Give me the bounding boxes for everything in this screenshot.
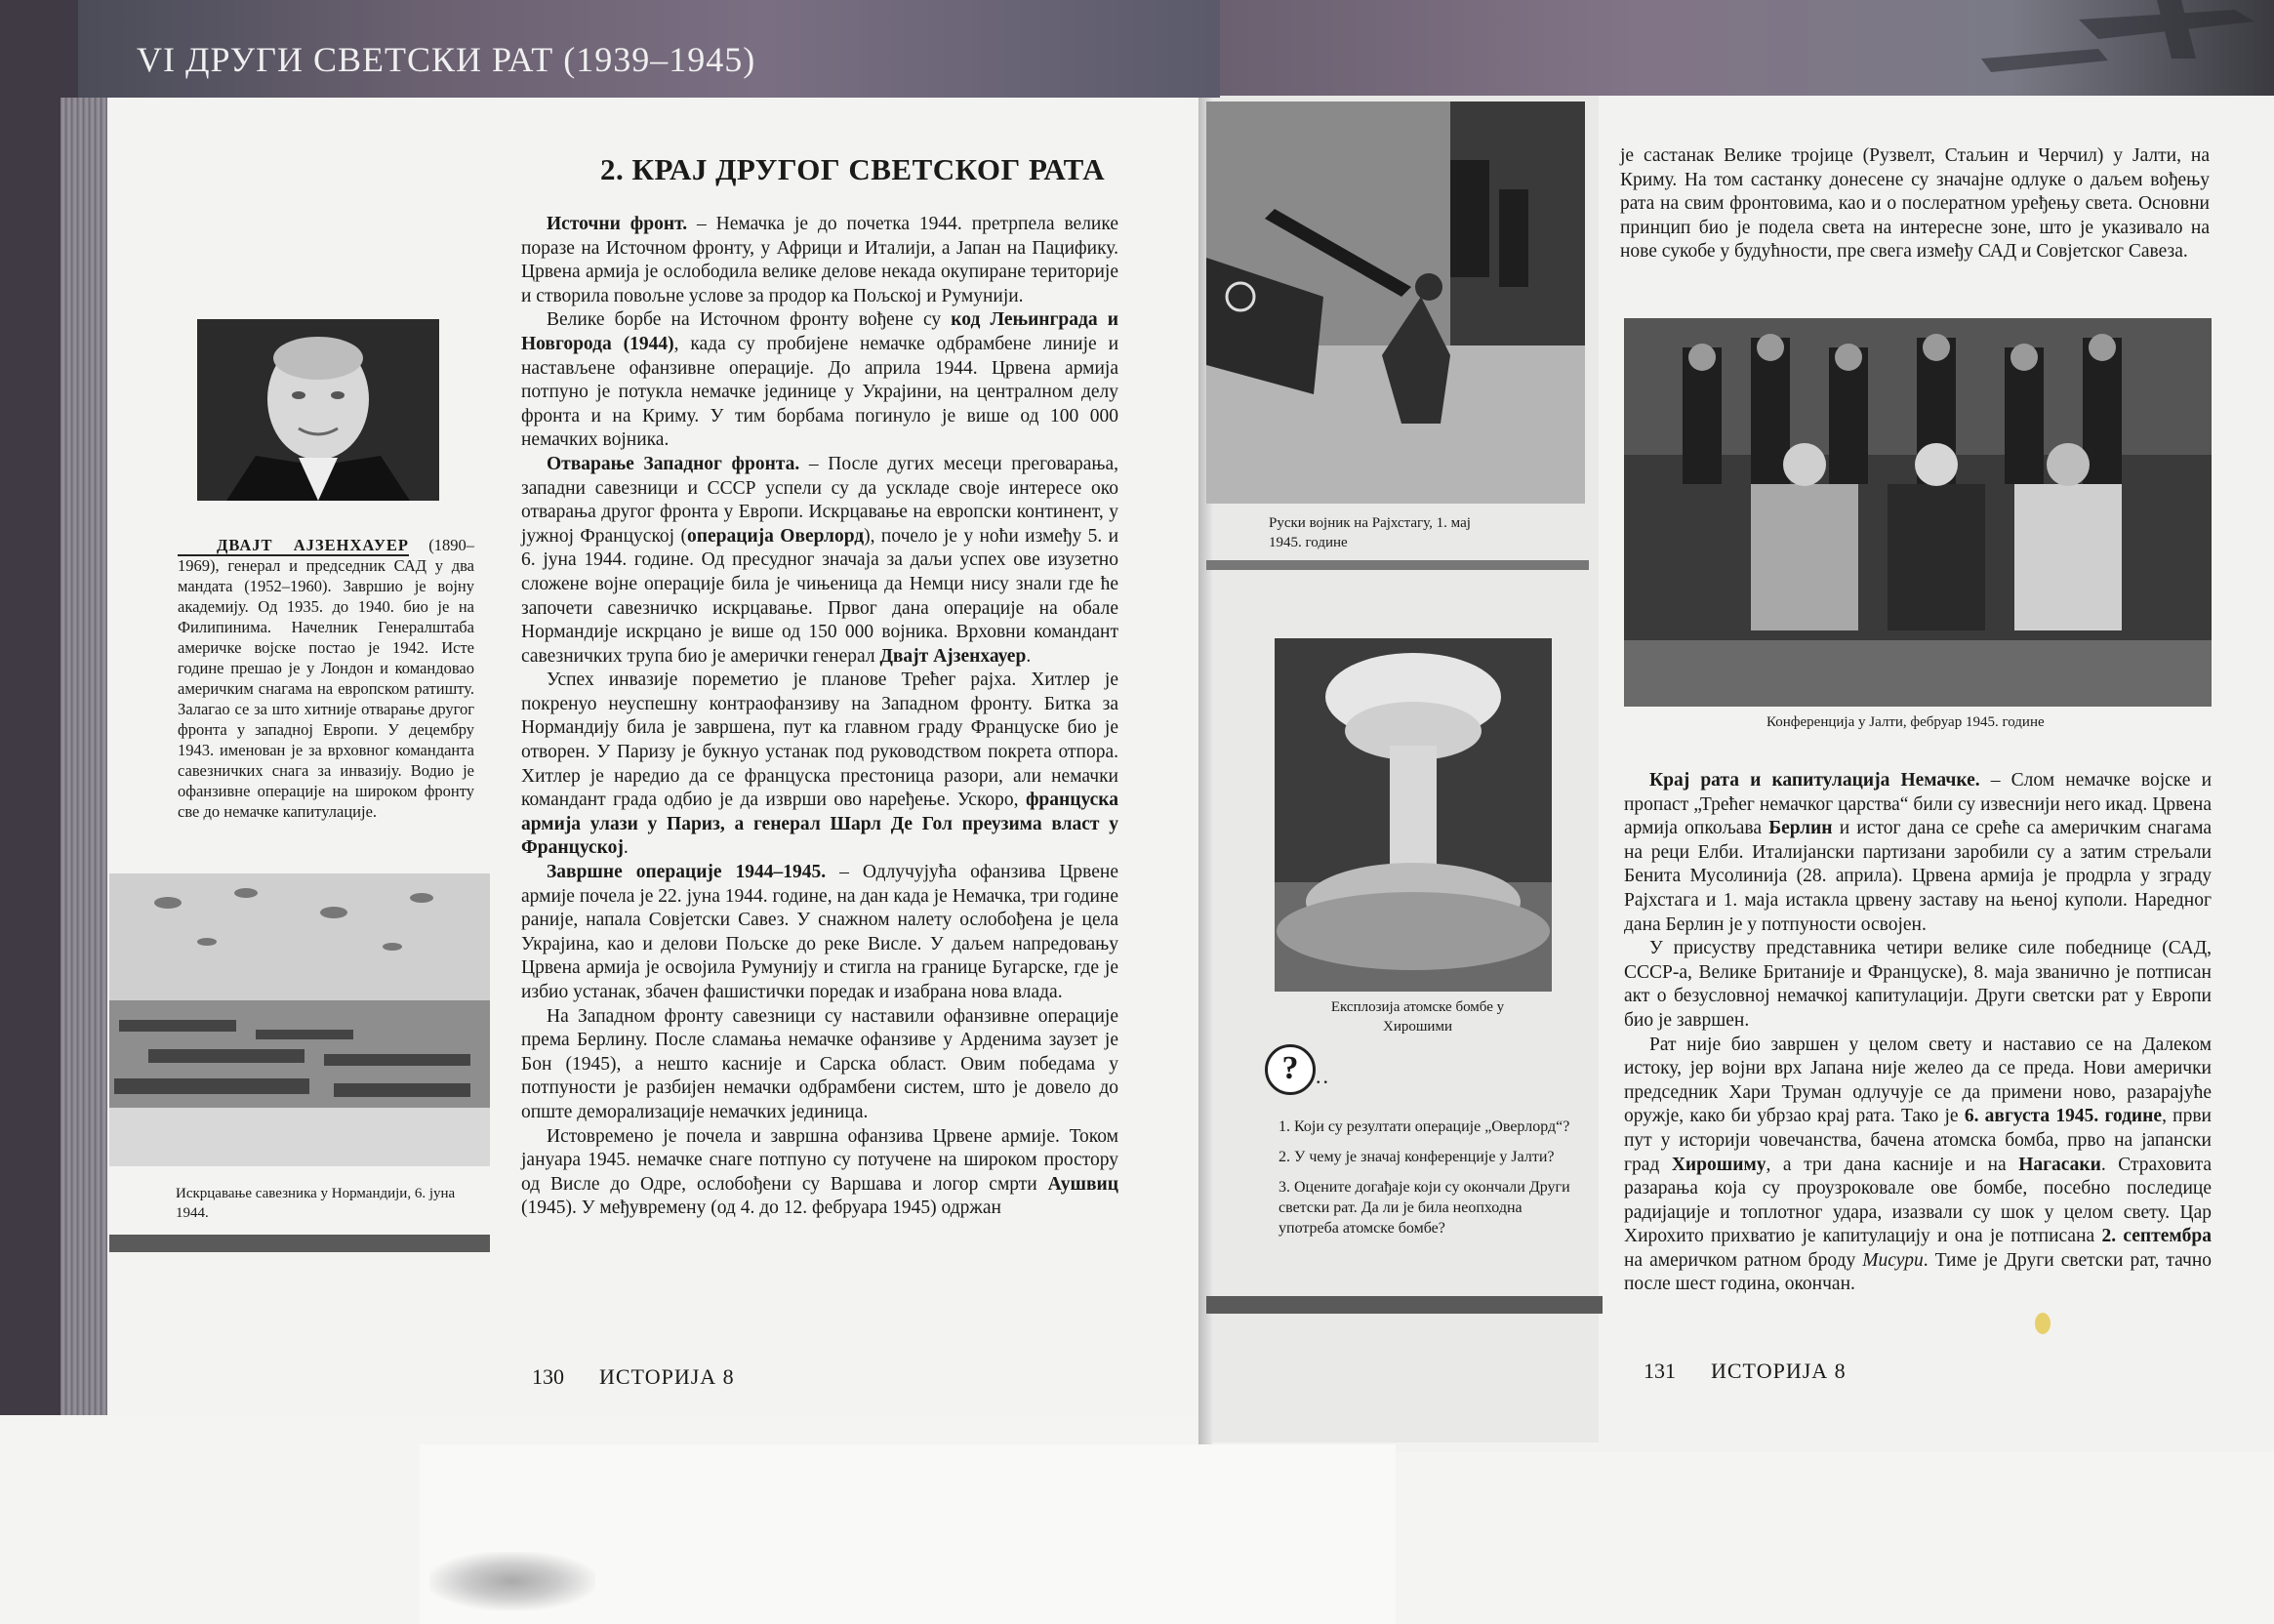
scan-smudge [429,1552,595,1610]
question-item: 1. Који су резултати операције „Оверлорд“? [1279,1118,1570,1135]
yalta-conference-photo [1624,318,2212,707]
bold-term: 6. августа 1945. године [1964,1106,2163,1127]
bio-name: ДВАЈТ АЈЗЕНХАУЕР [178,536,409,556]
mushroom-cloud-illustration [1275,638,1552,992]
text: Истовремено је почела и завршна офанзива Црвене армије. Током јануара 1945. немачке снаге потпуно су потучене на широком простору од Висле до Одре, ослобођени су Варшава и логор смрти [521,1125,1118,1195]
subject-label: ИСТОРИЈА 8 [599,1364,735,1389]
bold-term: операција Оверлорд [686,525,865,547]
review-questions [1279,1116,1581,1248]
bold-term: Нагасаки [2018,1154,2101,1175]
text: , када су пробијене немачке одбрамбене линије и настављене офанзивне операције. До априла 1944. Црвена армија потпуно је потукла немачке јединице у Украјини, на централном делу фронта и на Криму. У тим борбама погинуло је више од 100 000 немачких војника. [521,333,1119,451]
paragraph-western-front [521,453,1118,669]
reichstag-bottom-rule [1206,560,1589,570]
reichstag-flag-photo [1206,102,1585,504]
yalta-intro-text: је састанак Велике тројице (Рузвелт, Стаљин и Черчил) у Јалти, на Криму. На том састанку донесене су значајне одлуке о даљем вођењу рата на свим фронтовима, као и о послератном уређењу света. Основни принцип био је подела света на интересне зоне, што је указивало на нове сукобе у будућности, пре свега између САД и Совјетског Савеза. [1620,145,2210,263]
chapter-title: 2. КРАЈ ДРУГОГ СВЕТСКОГ РАТА [600,152,1106,186]
text: – Немачка је до почетка 1944. претрпела велике поразе на Источном фронту, у Африци и Италији, а Јапан на Пацифику. Црвена армија је ослободила велике делове некада окупиране територије и створила повољне услове за продор ка Пољској и Румунији. [521,214,1118,306]
normandy-landing-photo [109,873,490,1166]
text: на америчком ратном броду [1624,1249,1863,1271]
bold-term: 2. септембра [2101,1226,2212,1247]
paragraph-final-operations [521,861,1118,1005]
heading-eastern-front: Источни фронт. [547,214,688,234]
yellow-stain [2035,1313,2051,1334]
questions-bottom-rule [1206,1296,1603,1314]
paragraph-end-of-war [1624,769,2212,937]
portrait-illustration [197,319,439,501]
bold-term: код Лењинграда и Новгорода (1944) [521,309,1118,354]
question-dots: .. [1316,1064,1330,1088]
bold-term: Двајт Ајзенхауер [879,645,1027,667]
paragraph-berlin-offensive: На Западном фронту савезници су наставили офанзивне операције према Берлину. После сламања немачке офанзиве у Арденима заузет је Бон (1945), а нешто касније и Сарска област. Овим победама у потпуности је разбијен немачки одбрамбени систем, што је довело до опште деморализације немачких јединица. [521,1005,1118,1122]
page-number: 131 [1644,1359,1676,1383]
paragraph-far-east [1624,1034,2212,1298]
question-item: 2. У чему је значај конференције у Јалти? [1279,1149,1555,1165]
bold-term: Берлин [1768,818,1833,839]
eisenhower-bio [178,535,474,822]
part-title: VI ДРУГИ СВЕТСКИ РАТ (1939–1945) [137,40,756,79]
yalta-illustration [1624,318,2212,707]
page-number: 130 [532,1364,564,1389]
text: – Одлучујућа офанзива Црвене армије почела је 22. јуна 1944. године, на дан када је Немачка, три године раније, напала Совјетски Савез. У снажном налету ослобођена је цела Украјина, као и делови Пољске до реке Висле. У даљем напредовању Црвена армија је освојила Румунију и стигла на границе Бугарске, где је избио устанак, збачен фашистички поредак и изабрана нова влада. [521,862,1118,1002]
reichstag-illustration [1206,102,1585,504]
text: . [1026,645,1032,667]
eisenhower-portrait-photo [197,319,439,501]
yalta-caption: Конференција у Јалти, фебруар 1945. године [1766,714,2045,730]
paragraph-leningrad [521,308,1118,453]
text: ), почело је у ноћи између 5. и 6. јуна 1944. године. Од пресудног значаја за даљи успех ове изузетно сложене војне операције била је чињеница да Немци нису знали где ће започети савезничко искрцавање. Првог дана операције на обале Нормандије искрцано је више од 150 000 војника. Врховни командант савезничких трупа био је амерички генерал [521,525,1119,667]
paragraph-invasion-success [521,669,1118,861]
left-main-column [521,213,1118,1221]
text: Велике борбе на Источном фронту вођене су [547,309,952,331]
text: – Слом немачке војске и пропаст „Трећег немачког царства“ били су извеснији него икад. Црвена армија опкољава [1624,770,2213,839]
reichstag-caption: Руски војник на Рајхстагу, 1. мај 1945. године [1269,515,1471,550]
bio-text: (1890–1969), генерал и председник САД у два мандата (1952–1960). Завршио је војну академију. Од 1935. до 1940. био је на Филипинима. Начелник Генералштаба америчке војске постао је 1942. Исте године прешао је у Лондон и командовао америчким снагама на европском ратишту. Залагао се за што хитније отварање другог фронта у западној Европи. У децембру 1943. именован је за врховног команданта савезничких снага за инвазију. Водио је офанзивне операције на широком фронту све до немачке капитулације. [178,536,474,821]
bold-term: Хирошиму [1671,1154,1766,1175]
heading-western-front: Отварање Западног фронта. [547,453,800,474]
right-folio [1644,1359,1847,1384]
subject-label: ИСТОРИЈА 8 [1711,1359,1847,1383]
heading-final-operations: Завршне операције 1944–1945. [547,862,827,883]
text: , први пут у историји човечанства, бачена атомска бомба, прво на јапански град [1624,1106,2212,1175]
paragraph-red-army-final [521,1125,1118,1221]
text: Рат није био завршен у целом свету и наставио се на Далеком истоку, јер војни врх Јапана није желео да се преда. Нови амерички председник Хари Труман одлучује се да примени ново, разарајуће оружје, како би убрзао крај рата. Тако је [1624,1034,2212,1127]
heading-end-of-war: Крај рата и капитулација Немачке. [1649,770,1980,791]
right-header-bar [1220,0,2274,96]
text: и истог дана се среће са америчким снагама на реци Елби. Италијански партизани заробили су а затим стрељали Бенита Мусолинија (28. априла). Црвена армија је продрла у зграду Рајхстага и 1. маја истакла црвену заставу на њеној куполи. Наредног дана Берлин је у потпуности освојен. [1624,818,2212,935]
text: – После дугих месеци преговарања, западни савезници и СССР успели су да ускладе своје интересе око отварања другог фронта у Европи. Искрцавање на европски континент, у јужној Француској ( [521,453,1118,547]
question-mark-icon: ? [1265,1044,1316,1095]
hiroshima-caption: Експлозија атомске бомбе у Хирошими [1330,999,1505,1035]
paragraph-eastern-front [521,213,1118,308]
right-main-column [1624,769,2212,1297]
text: . [623,837,629,859]
italic-term: Мисури [1862,1249,1924,1271]
question-item: 3. Оцените догађаје који су окончали Други светски рат. Да ли је била неопходна употреба атомске бомбе? [1279,1179,1570,1237]
scan-page-edges [61,98,107,1415]
text: (1945). У међувремену (од 4. до 12. фебруара 1945) одржан [521,1198,1001,1219]
text: , а три дана касније и на [1766,1154,2019,1175]
landing-illustration [109,873,490,1166]
text: Успех инвазије пореметио је планове Трећег рајха. Хитлер је покренуо неуспешну контраофанзиву на Западном фронту. Битка за Нормандију била је завршена, пут ка главном граду Француске био је отворен. У Паризу је букнуо устанак под руководством покрета отпора. Хитлер је наредио да се француска престоница разори, али немачки командант града одбио је да изврши ово наређење. Ускоро, [521,670,1118,811]
text: . Страховита разарања која су проузроковале ове бомбе, посебно последице радијације и топлотног удара, изазвали су шок у целом свету. Цар Хирохито прихватио је капитулацију и она је потписана [1624,1154,2212,1247]
header-aircraft-illustration [1220,0,2274,96]
hiroshima-explosion-photo [1275,638,1552,992]
normandy-caption: Искрцавање савезника у Нормандији, 6. јуна 1944. [176,1186,456,1221]
left-folio [532,1364,735,1390]
bold-term: Аушвиц [1047,1173,1118,1195]
left-bottom-rule [109,1235,490,1252]
paragraph-capitulation: У присуству представника четири велике силе победнице (САД, СССР-а, Велике Британије и Француске), 8. маја званично је потписан акт о безусловној немачкој капитулацији. Други светски рат у Европи био је завршен. [1624,938,2212,1031]
bold-term: француска армија улази у Париз, а генерал Шарл Де Гол преузима власт у Француској [521,790,1118,859]
text: . Тиме је Други светски рат, тачно после шест година, окончан. [1624,1249,2213,1295]
